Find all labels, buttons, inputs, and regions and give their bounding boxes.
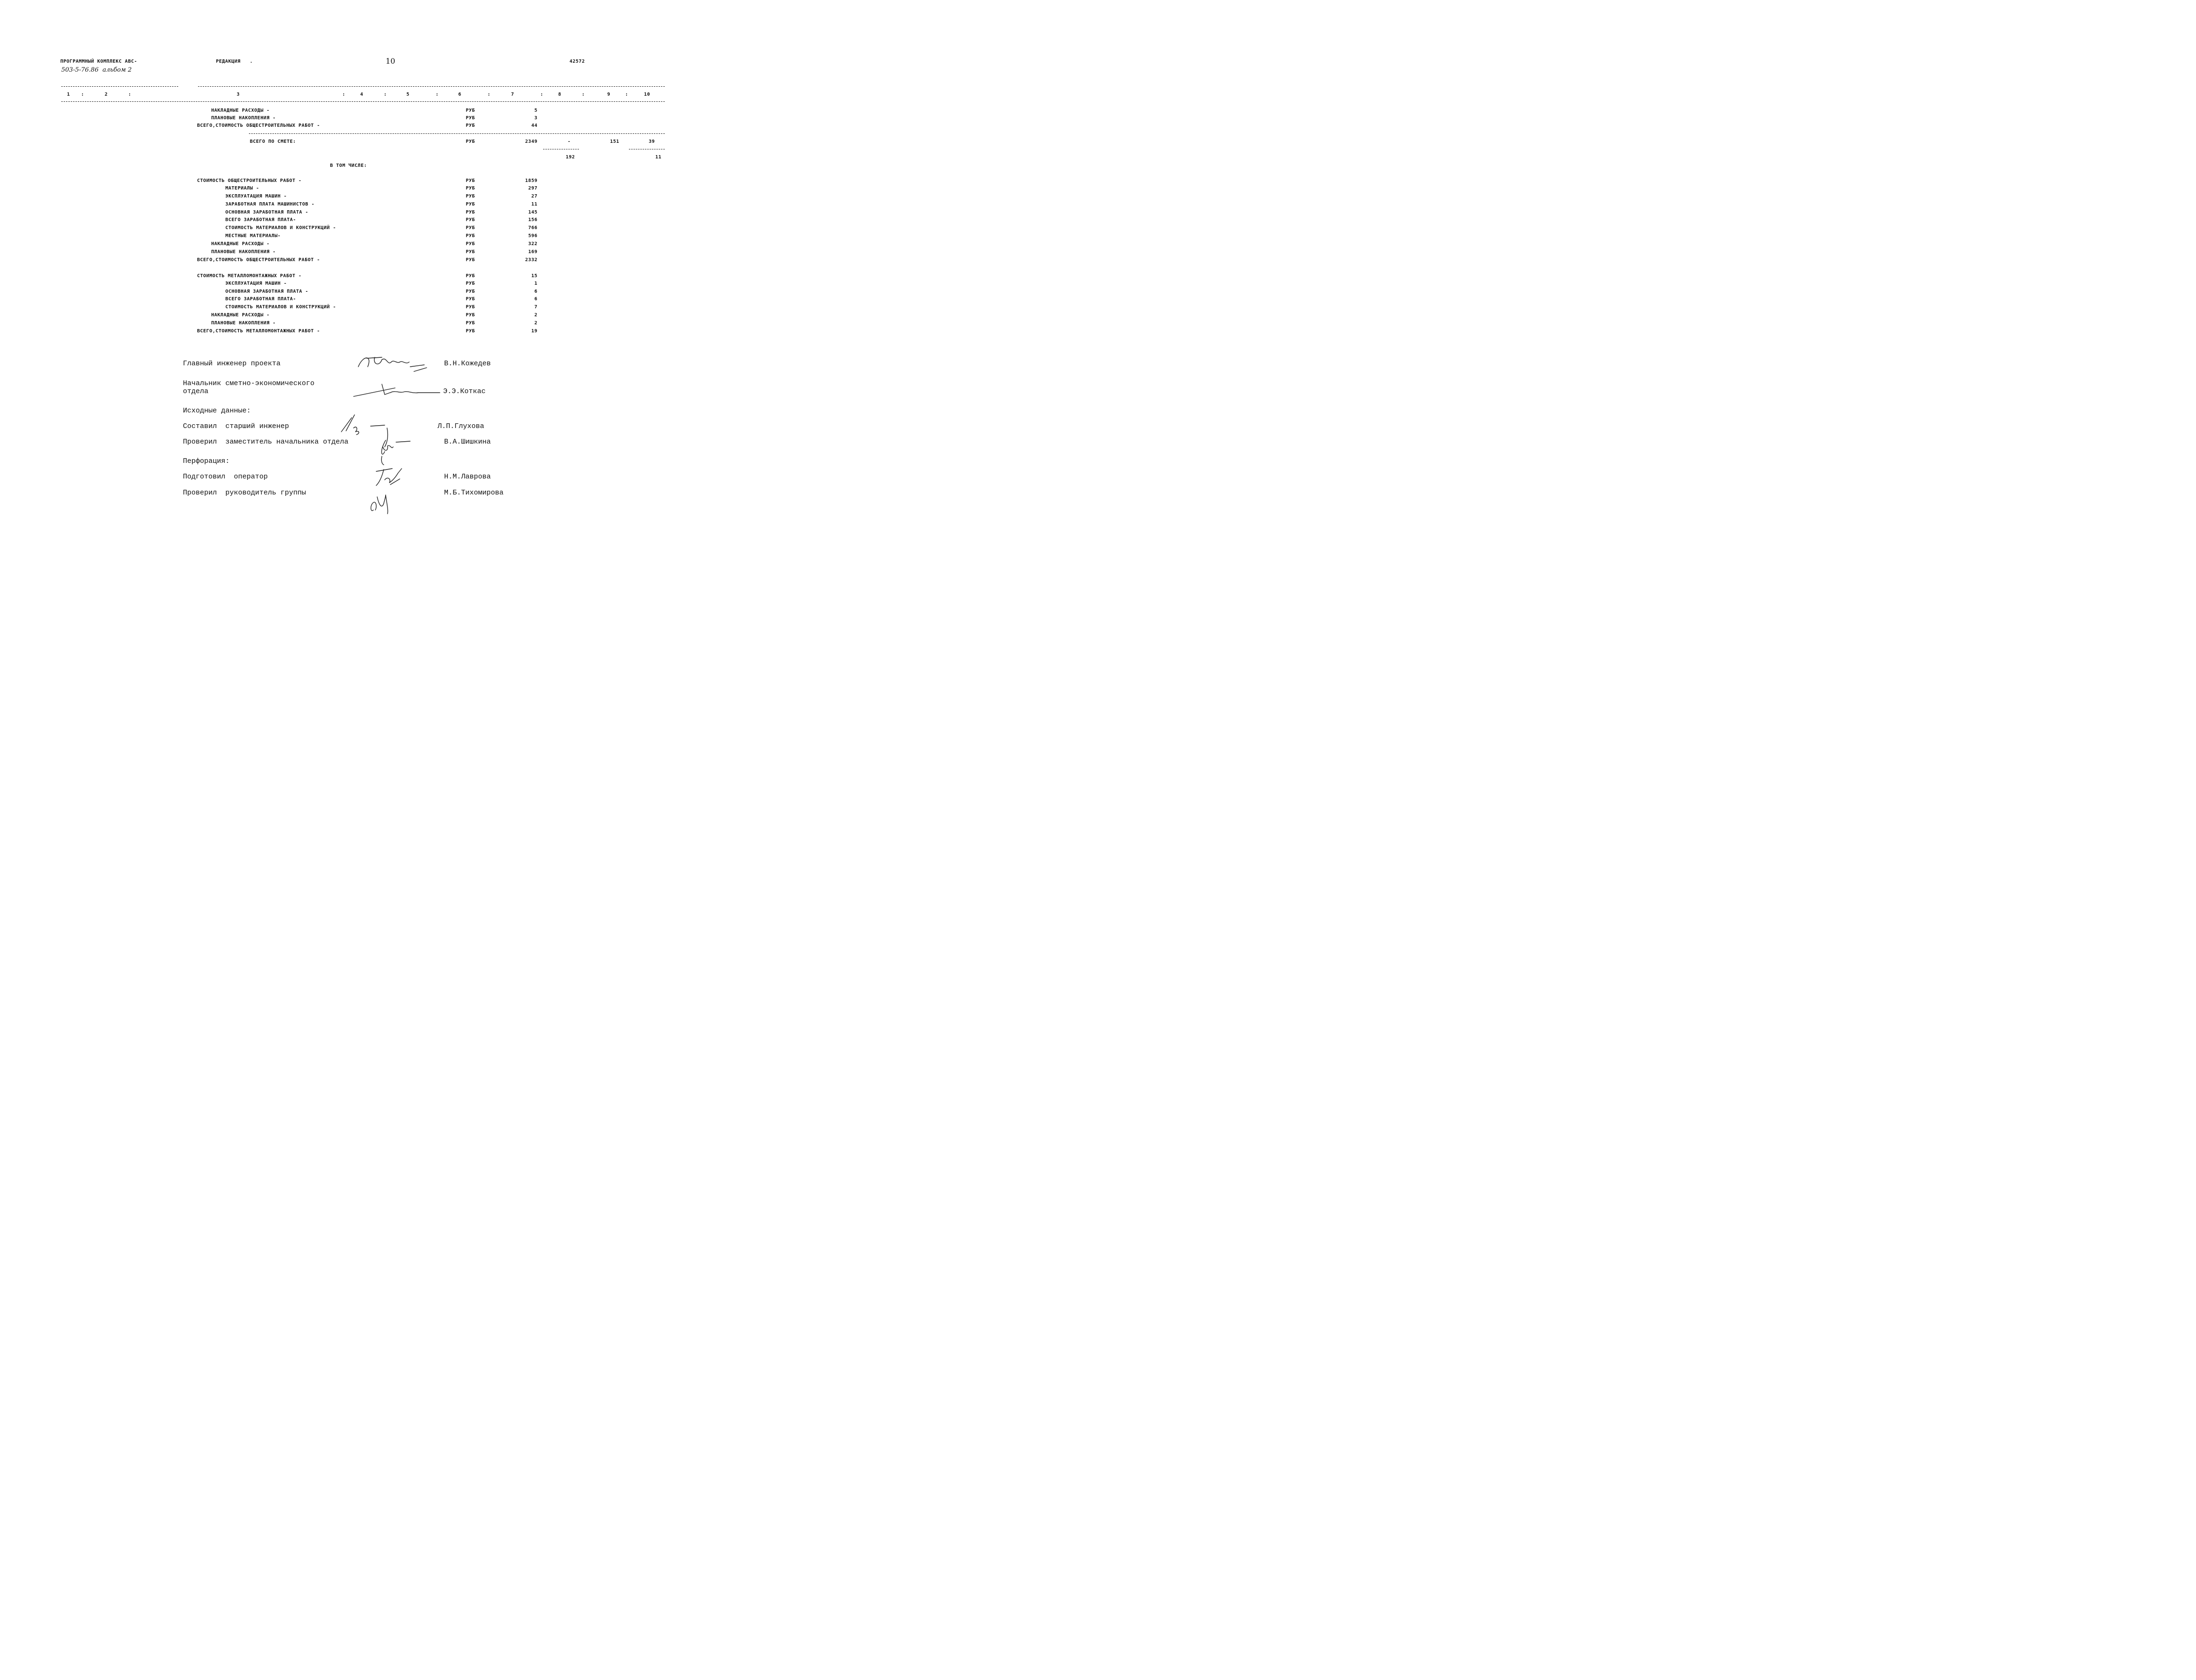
col-sep: :: [487, 92, 491, 97]
row-label: СТОИМОСТЬ ОБЩЕСТРОИТЕЛЬНЫХ РАБОТ -: [197, 178, 302, 183]
row-value: 2: [534, 321, 537, 326]
col-sep: :: [81, 92, 84, 97]
row-unit: РУБ: [466, 305, 475, 310]
row-value: 7: [534, 305, 537, 310]
row-value: 11: [531, 202, 537, 207]
row-value: 1859: [525, 178, 537, 183]
row-unit: РУБ: [466, 281, 475, 286]
perforation-heading: Перфорация:: [183, 457, 230, 465]
edition-label: РЕДАКЦИЯ .: [216, 59, 253, 64]
col-sep: :: [128, 92, 132, 97]
row-unit: РУБ: [466, 225, 475, 231]
row-value: 169: [528, 249, 537, 255]
row-label: ОСНОВНАЯ ЗАРАБОТНАЯ ПЛАТА -: [225, 210, 309, 215]
total-value: 2349: [525, 139, 537, 144]
header-rule-bottom: [61, 101, 665, 102]
row-label: ЭКСПЛУАТАЦИЯ МАШИН -: [225, 281, 287, 286]
page-number: 10: [386, 57, 396, 66]
row-unit: РУБ: [466, 289, 475, 294]
row-value: 15: [531, 273, 537, 279]
row-value: 766: [528, 225, 537, 231]
row-unit: РУБ: [466, 257, 475, 263]
total-label: ВСЕГО ПО СМЕТЕ:: [250, 139, 296, 144]
total-col8: -: [568, 139, 571, 144]
row-unit: РУБ: [466, 321, 475, 326]
col-sep: :: [342, 92, 346, 97]
row-label: ПЛАНОВЫЕ НАКОПЛЕНИЯ -: [211, 321, 276, 326]
row-label: ВСЕГО,СТОИМОСТЬ МЕТАЛЛОМОНТАЖНЫХ РАБОТ -: [197, 329, 320, 334]
col-sep: :: [436, 92, 439, 97]
row-unit: РУБ: [466, 233, 475, 239]
row-value: 1: [534, 281, 537, 286]
col-num-3: 3: [237, 92, 240, 97]
col-num-8: 8: [558, 92, 561, 97]
row-unit: РУБ: [466, 329, 475, 334]
row-label: НАКЛАДНЫЕ РАСХОДЫ -: [211, 313, 270, 318]
total-col9: 151: [610, 139, 619, 144]
row-label: МЕСТНЫЕ МАТЕРИАЛЫ-: [225, 233, 281, 239]
row-unit: РУБ: [466, 115, 475, 121]
row-label: ОСНОВНАЯ ЗАРАБОТНАЯ ПЛАТА -: [225, 289, 309, 294]
col-num-6: 6: [458, 92, 462, 97]
col-num-4: 4: [360, 92, 363, 97]
row-unit: РУБ: [466, 108, 475, 113]
row-value: 145: [528, 210, 537, 215]
total-col10-sub: 11: [655, 155, 662, 160]
row-value: 19: [531, 329, 537, 334]
row-label: ЗАРАБОТНАЯ ПЛАТА МАШИНИСТОВ -: [225, 202, 315, 207]
col-num-10: 10: [644, 92, 651, 97]
chief-engineer-title: Главный инженер проекта: [183, 360, 281, 368]
total-rule: [249, 133, 665, 134]
col-num-9: 9: [607, 92, 611, 97]
row-label: ЭКСПЛУАТАЦИЯ МАШИН -: [225, 194, 287, 199]
header-rule-right: [198, 86, 665, 87]
compiled-by-signature: [338, 409, 389, 437]
row-unit: РУБ: [466, 217, 475, 222]
head-dept-name: Э.Э.Коткас: [443, 387, 486, 395]
row-value: 2: [534, 313, 537, 318]
row-unit: РУБ: [466, 194, 475, 199]
col-num-2: 2: [105, 92, 108, 97]
row-value: 2332: [525, 257, 537, 263]
row-value: 297: [528, 186, 537, 191]
col-sep: :: [582, 92, 585, 97]
head-dept-signature: [353, 379, 442, 398]
checked-by-title: Проверил заместитель начальника отдела: [183, 438, 349, 446]
col-sep: :: [625, 92, 628, 97]
row-label: ПЛАНОВЫЕ НАКОПЛЕНИЯ -: [211, 115, 276, 121]
row-label: ПЛАНОВЫЕ НАКОПЛЕНИЯ -: [211, 249, 276, 255]
chief-engineer-signature: [354, 353, 434, 376]
row-value: 5: [534, 108, 537, 113]
prepared-by-title: Подготовил оператор: [183, 473, 268, 481]
row-unit: РУБ: [466, 273, 475, 279]
row-value: 27: [531, 194, 537, 199]
row-value: 3: [534, 115, 537, 121]
handwritten-album-note: 503-5-76.86 альбом 2: [61, 66, 132, 74]
row-value: 156: [528, 217, 537, 222]
prepared-by-name: Н.М.Лаврова: [444, 473, 491, 481]
col-sep: :: [540, 92, 544, 97]
col-num-5: 5: [406, 92, 410, 97]
col-num-1: 1: [67, 92, 70, 97]
head-dept-title-line2: отдела: [183, 387, 209, 395]
total-unit: РУБ: [466, 139, 475, 144]
row-unit: РУБ: [466, 210, 475, 215]
prepared-by-signature: [373, 467, 406, 488]
header-rule-left: [61, 86, 178, 87]
verified-by-name: М.Б.Тихомирова: [444, 489, 504, 497]
row-label: НАКЛАДНЫЕ РАСХОДЫ -: [211, 241, 270, 247]
row-value: 6: [534, 296, 537, 302]
source-data-heading: Исходные данные:: [183, 407, 251, 415]
compiled-by-name: Л.П.Глухова: [438, 422, 485, 430]
col-sep: :: [384, 92, 387, 97]
verified-by-signature: [369, 486, 397, 515]
row-label: ВСЕГО,СТОИМОСТЬ ОБЩЕСТРОИТЕЛЬНЫХ РАБОТ -: [197, 123, 320, 128]
row-unit: РУБ: [466, 186, 475, 191]
row-label: ВСЕГО,СТОИМОСТЬ ОБЩЕСТРОИТЕЛЬНЫХ РАБОТ -: [197, 257, 320, 263]
row-unit: РУБ: [466, 296, 475, 302]
verified-by-title: Проверил руководитель группы: [183, 489, 306, 497]
document-code: 42572: [570, 59, 585, 64]
including-heading: В ТОМ ЧИСЛЕ:: [330, 163, 367, 168]
row-label: СТОИМОСТЬ МАТЕРИАЛОВ И КОНСТРУКЦИЙ -: [225, 305, 336, 310]
chief-engineer-name: В.Н.Кожедев: [444, 360, 491, 368]
row-label: МАТЕРИАЛЫ -: [225, 186, 259, 191]
checked-by-name: В.А.Шишкина: [444, 438, 491, 446]
row-unit: РУБ: [466, 178, 475, 183]
row-unit: РУБ: [466, 313, 475, 318]
row-value: 44: [531, 123, 537, 128]
program-header: ПРОГРАММНЫЙ КОМПЛЕКС АВС-: [60, 59, 138, 64]
row-label: СТОИМОСТЬ МЕТАЛЛОМОНТАЖНЫХ РАБОТ -: [197, 273, 302, 279]
row-label: СТОИМОСТЬ МАТЕРИАЛОВ И КОНСТРУКЦИЙ -: [225, 225, 336, 231]
col-num-7: 7: [511, 92, 514, 97]
total-col10: 39: [649, 139, 655, 144]
row-value: 322: [528, 241, 537, 247]
compiled-by-title: Составил старший инженер: [183, 422, 289, 430]
head-dept-title: Начальник сметно-экономического: [183, 379, 315, 387]
row-unit: РУБ: [466, 202, 475, 207]
row-label: НАКЛАДНЫЕ РАСХОДЫ -: [211, 108, 270, 113]
row-label: ВСЕГО ЗАРАБОТНАЯ ПЛАТА-: [225, 296, 296, 302]
row-unit: РУБ: [466, 241, 475, 247]
row-unit: РУБ: [466, 249, 475, 255]
row-value: 6: [534, 289, 537, 294]
row-label: ВСЕГО ЗАРАБОТНАЯ ПЛАТА-: [225, 217, 296, 222]
row-unit: РУБ: [466, 123, 475, 128]
total-col8-sub: 192: [566, 155, 575, 160]
checked-by-signature: [377, 437, 415, 466]
row-value: 596: [528, 233, 537, 239]
